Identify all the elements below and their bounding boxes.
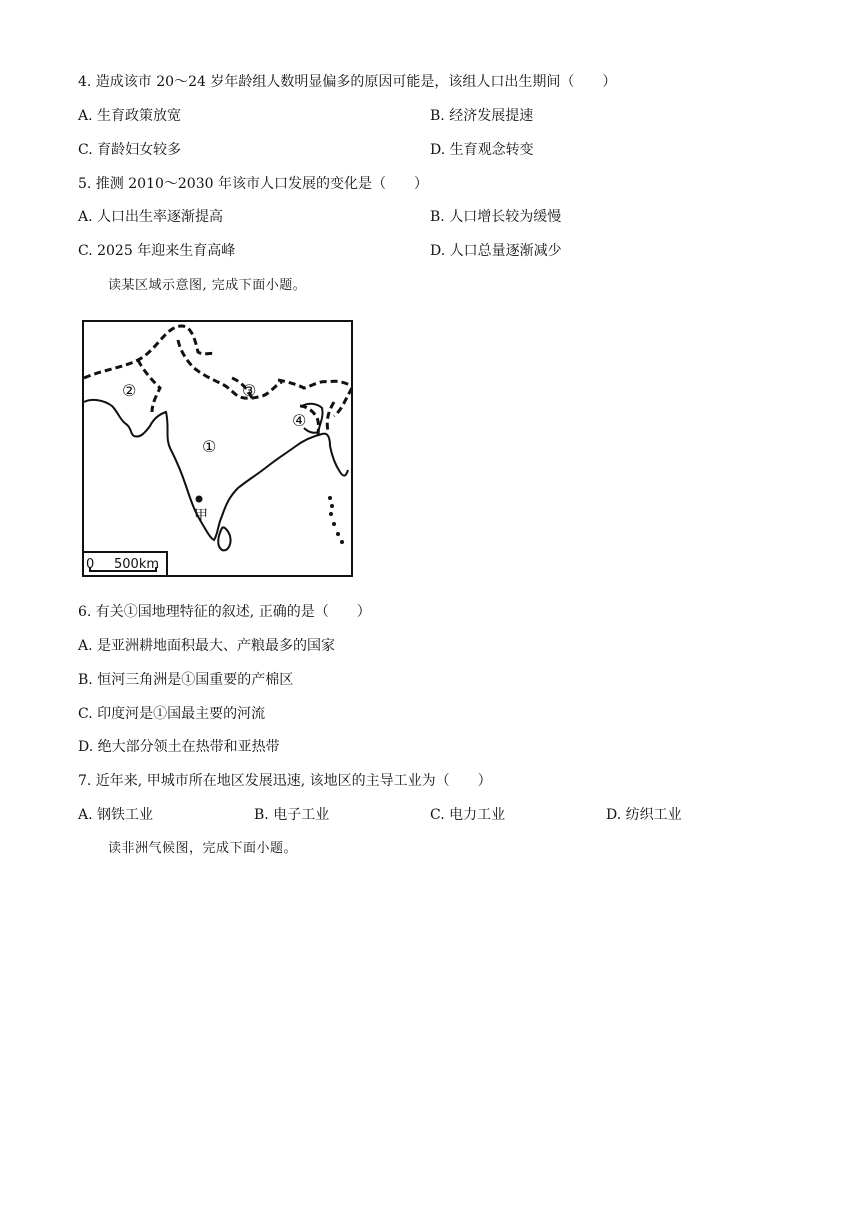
scale-bar	[83, 552, 167, 576]
q4-option-b: B. 经济发展提速	[430, 108, 534, 124]
q6-option-a: A. 是亚洲耕地面积最大、产粮最多的国家	[78, 638, 336, 654]
scale-label: 500km	[114, 557, 160, 572]
q7-option-d: D. 纺织工业	[606, 807, 682, 823]
map-label-4: ④	[292, 411, 307, 430]
q5-option-b: B. 人口增长较为缓慢	[430, 209, 562, 225]
region-map	[82, 320, 354, 578]
scale-zero: 0	[86, 557, 95, 572]
map-label-jia: 甲	[194, 508, 208, 524]
q6-option-d: D. 绝大部分领土在热带和亚热带	[78, 739, 280, 755]
q7-option-a: A. 钢铁工业	[78, 807, 154, 823]
question-7-stem: 7. 近年来, 甲城市所在地区发展迅速, 该地区的主导工业为（ ）	[78, 773, 492, 789]
q4-option-d: D. 生育观念转变	[430, 142, 534, 158]
q5-option-a: A. 人口出生率逐渐提高	[78, 209, 224, 225]
q4-option-a: A. 生育政策放宽	[78, 108, 182, 124]
q5-option-c: C. 2025 年迎来生育高峰	[78, 243, 236, 259]
q7-option-b: B. 电子工业	[254, 807, 330, 823]
question-5-stem: 5. 推测 2010～2030 年该市人口发展的变化是（ ）	[78, 176, 428, 192]
climate-instruction: 读非洲气候图，完成下面小题。	[108, 841, 298, 856]
map-instruction: 读某区域示意图, 完成下面小题。	[108, 278, 307, 293]
map-label-1: ①	[202, 437, 217, 456]
map-frame	[83, 321, 352, 576]
q6-option-b: B. 恒河三角洲是①国重要的产棉区	[78, 672, 294, 688]
question-6-stem: 6. 有关①国地理特征的叙述, 正确的是（ ）	[78, 604, 371, 620]
q5-option-d: D. 人口总量逐渐减少	[430, 243, 562, 259]
question-4-stem: 4. 造成该市 20～24 岁年龄组人数明显偏多的原因可能是，该组人口出生期间（ ）	[78, 74, 617, 90]
q7-option-c: C. 电力工业	[430, 807, 506, 823]
city-jia-marker	[196, 496, 203, 503]
map-label-3: ③	[242, 381, 257, 400]
q6-option-c: C. 印度河是①国最主要的河流	[78, 706, 266, 722]
q4-option-c: C. 育龄妇女较多	[78, 142, 182, 158]
map-label-2: ②	[122, 381, 137, 400]
